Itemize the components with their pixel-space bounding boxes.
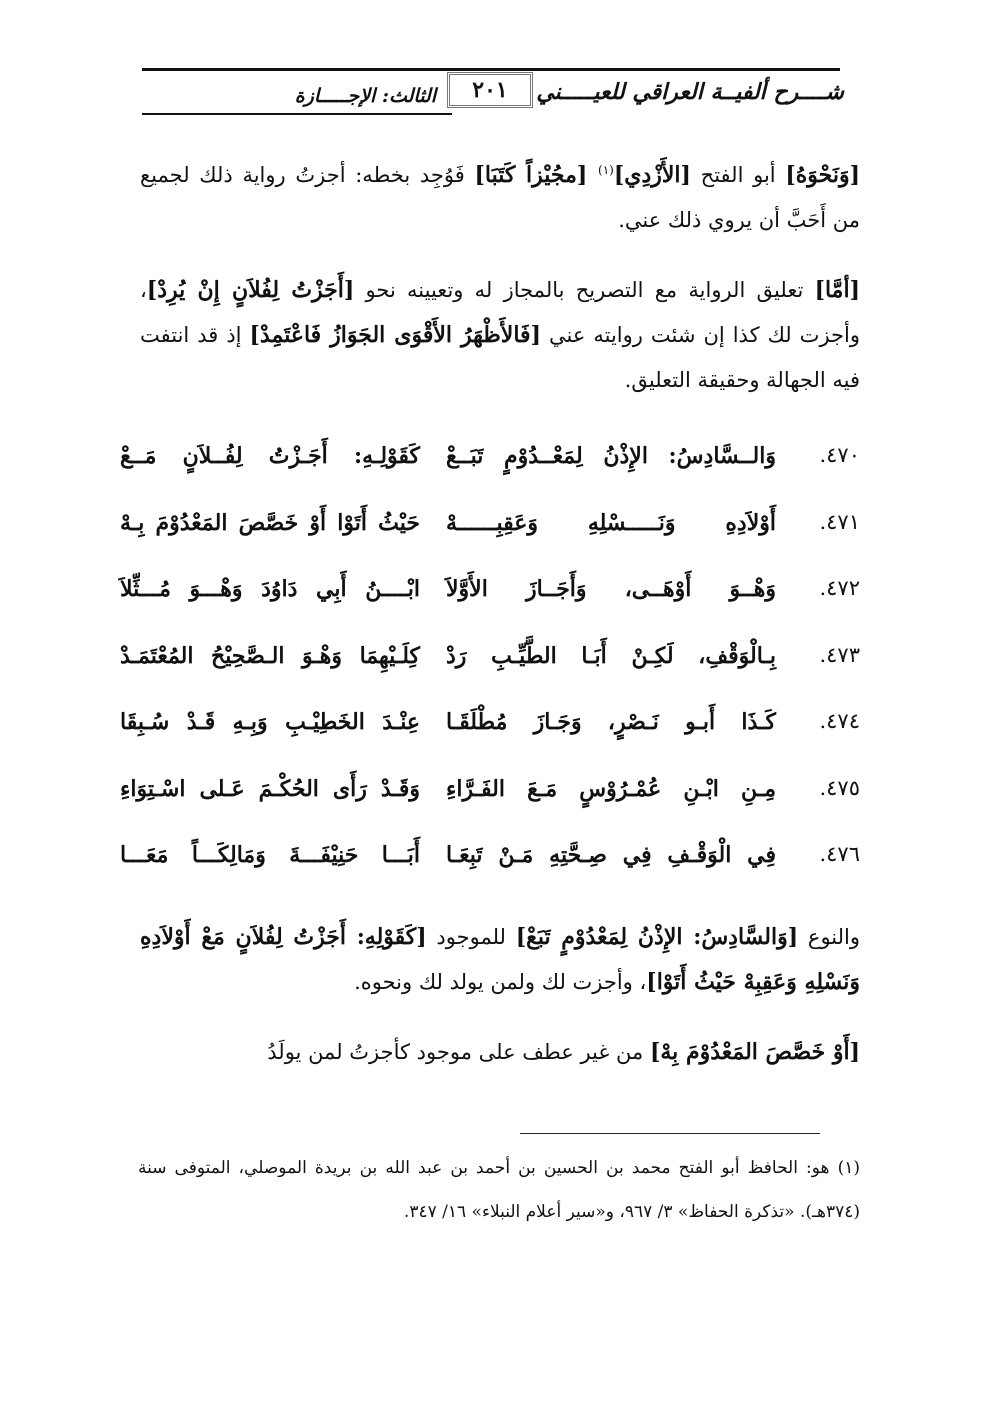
header-bottom-rule bbox=[142, 113, 452, 115]
verse-line bbox=[120, 504, 860, 571]
quoted-text: [أمَّا] bbox=[814, 277, 860, 303]
verse-line bbox=[120, 637, 860, 704]
verse-line bbox=[120, 570, 860, 637]
quoted-text: [فَالأَظْهَرُ الأَقْوَى الجَوَازُ فَاعْتَمِدْ] bbox=[249, 322, 541, 348]
verse-second-hemistich: ابْــــنُ أَبِي دَاوُدَ وَهْـــوَ مُـــثِّلاَ bbox=[120, 576, 420, 602]
verse-second-hemistich: كَقَوْلِـهِ: أَجَـزْتُ لِفُــلاَنٍ مَــعْ bbox=[120, 443, 420, 469]
page-number-box: ٢٠١ bbox=[447, 72, 533, 108]
footnote-separator bbox=[520, 1133, 820, 1134]
body-text: أبو الفتح bbox=[690, 163, 786, 187]
verse-number: ٤٧٠. bbox=[819, 443, 860, 467]
verse-line bbox=[120, 770, 860, 837]
paragraph-1 bbox=[140, 148, 860, 243]
verse-first-hemistich: بِـالْوَقْفِ، لَكِـنْ أَبَـا الطَّيِّـبِ رَدْ bbox=[446, 642, 776, 669]
verse-number: ٤٧١. bbox=[819, 509, 860, 534]
body-text: إذ قد انتفت فيه الجهالة وحقيقة التعليق. bbox=[140, 323, 860, 392]
header-top-rule bbox=[142, 68, 840, 71]
quoted-text: [مجُيْزاً كَتَبَا] bbox=[474, 162, 598, 188]
running-header-book-title: شــــرح ألفيــة العراقي للعيـــــني bbox=[536, 79, 844, 105]
verse-first-hemistich: وَالــسَّادِسُ: الإِذْنُ لِمَعْــدُوْمٍ تَبَــعْ bbox=[446, 443, 776, 469]
verse-first-hemistich: أَوْلاَدِهِ وَنَـــــسْلِهِ وَعَقِبِــــــهْ bbox=[446, 509, 776, 536]
verse-number: ٤٧٣. bbox=[819, 642, 860, 667]
verse-first-hemistich: فِي الْوَقْـفِ فِي صِـحَّتِهِ مَـنْ تَبِعَـا bbox=[446, 842, 776, 868]
verse-first-hemistich: وَهْــوَ أَوْهَــى، وَأَجَــازَ الأَوَّلاَ bbox=[446, 576, 776, 602]
verse-block bbox=[120, 437, 860, 903]
verse-number: ٤٧٤. bbox=[819, 709, 860, 733]
body-text: والنوع bbox=[798, 925, 861, 949]
verse-number: ٤٧٦. bbox=[819, 842, 860, 866]
paragraph-4 bbox=[140, 1030, 860, 1075]
verse-second-hemistich: أَبَـــا حَنِيْفَـــةَ وَمَالِكَـــاً مَعَـــا bbox=[120, 842, 420, 868]
body-text: تعليق الرواية مع التصريح بالمجاز له وتعيينه نحو bbox=[354, 278, 815, 302]
footnote: (١) هو: الحافظ أبو الفتح محمد بن الحسين بن أحمد بن عبد الله بن بريدة الموصلي، المتوفى سنة (٣٧٤هـ). «تذكرة الحفاظ» ٣/ ٩٦٧، و«سير أعلام النبلاء» ١٦/ ٣٤٧. bbox=[138, 1158, 860, 1222]
quoted-text: [كَقَوْلِهِ: أَجَزْتُ لِفُلاَنٍ مَعْ أَوْلاَدِهِ وَنَسْلِهِ وَعَقِبِهْ حَيْثُ أَتَوْا] bbox=[140, 924, 860, 995]
paragraph-2 bbox=[140, 268, 860, 403]
quoted-text: [أَوْ خَصَّصَ المَعْدُوْمَ بِهْ] bbox=[649, 1039, 860, 1065]
verse-first-hemistich: مِـنِ ابْـنِ عُمْـرُوْسٍ مَـعَ الفَـرَّاءِ bbox=[446, 775, 776, 802]
verse-first-hemistich: كَـذَا أَبـو نَـصْرٍ، وَجَـازَ مُطْلَقَـا bbox=[446, 709, 776, 735]
quoted-text: [الأَزْدِي] bbox=[613, 162, 691, 188]
body-text: ، وأجزت لك ولمن يولد لك ونحوه. bbox=[354, 970, 647, 994]
quoted-text: [وَالسَّادِسُ: الإِذْنُ لِمَعْدُوْمٍ تَبَعْ] bbox=[515, 924, 799, 950]
footnote-reference[interactable]: (١) bbox=[598, 163, 614, 177]
quoted-text: [وَنَحْوَهُ] bbox=[785, 162, 860, 188]
body-text: للموجود bbox=[426, 925, 516, 949]
verse-second-hemistich: عِنْـدَ الخَطِيْـبِ وَبِـهِ قَـدْ سُـبِقَا bbox=[120, 709, 420, 735]
verse-second-hemistich: كِلَـيْهِمَا وَهْـوَ الـصَّحِيْحُ المُعْتَمَـدْ bbox=[120, 642, 420, 669]
verse-line bbox=[120, 836, 860, 903]
body-text: من غير عطف على موجود كأجزتُ لمن يولَدُ bbox=[267, 1040, 650, 1064]
running-header-section-title: الثالث: الإجـــــازة bbox=[294, 85, 436, 107]
verse-line bbox=[120, 703, 860, 770]
body-text: فَوُجِد بخطه: أجزتُ رواية ذلك لجميع من أَحَبَّ أن يروي ذلك عني. bbox=[140, 163, 860, 232]
verse-second-hemistich: حَيْثُ أَتَوْا أَوْ خَصَّصَ المَعْدُوْمَ بِـهْ bbox=[120, 509, 420, 536]
paragraph-3 bbox=[140, 915, 860, 1005]
body-text: ، وأجزت لك كذا إن شئت روايته عني bbox=[140, 278, 860, 347]
verse-number: ٤٧٢. bbox=[819, 576, 860, 600]
quoted-text: [أَجَزْتُ لِفُلاَنٍ إِنْ يُرِدْ] bbox=[146, 277, 355, 303]
verse-second-hemistich: وَقَـدْ رَأَى الحُكْـمَ عَـلى اسْـتِوَاءِ bbox=[120, 775, 420, 802]
verse-line bbox=[120, 437, 860, 504]
verse-number: ٤٧٥. bbox=[819, 775, 860, 800]
